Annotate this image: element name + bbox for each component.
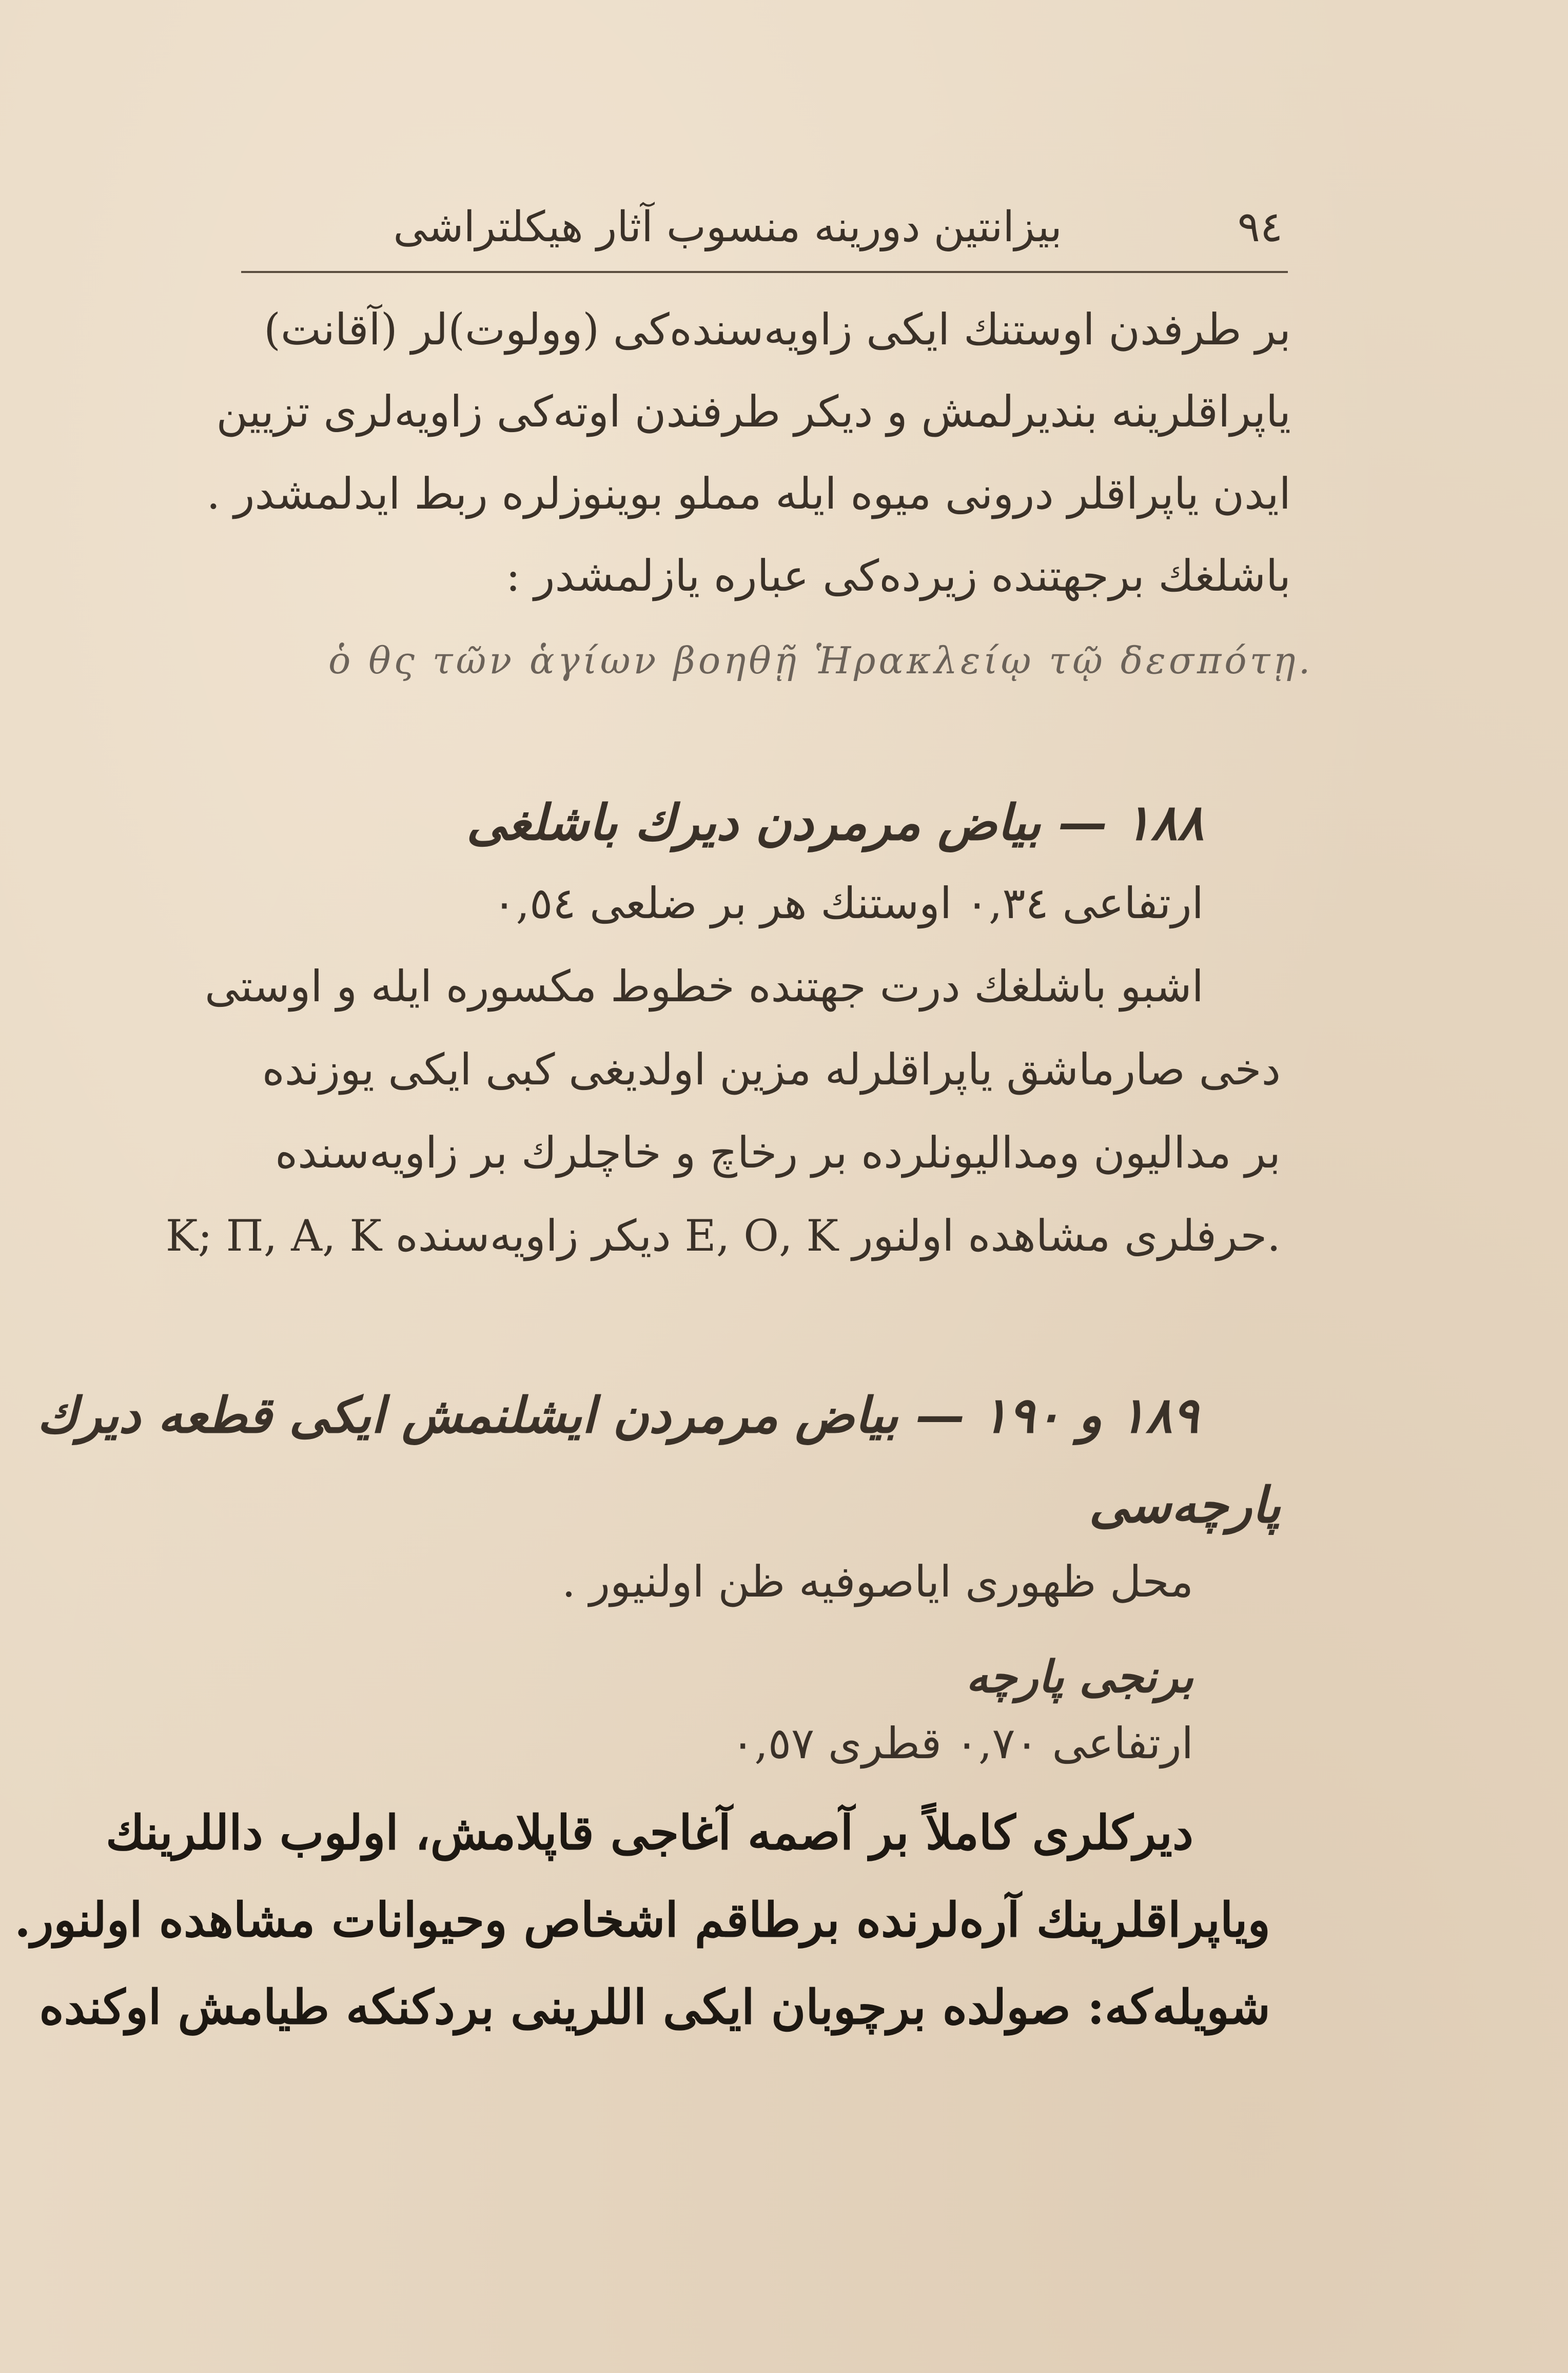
text-line: بر طرفدن اوستنك ایکی زاویه‌سنده‌کی (وولوت)لر (آقانت) — [264, 304, 1291, 355]
running-header — [241, 203, 1283, 264]
header-divider — [241, 271, 1288, 273]
text-line: بر مدالیون ومدالیونلرده بر رخاچ و خاچلرك بر زاویه‌سنده — [275, 1127, 1281, 1178]
greek-inscription: ὁ θς τῶν ἁγίων βοηθῇ Ἡρακλείῳ τῷ δεσπότῃ. — [328, 639, 1314, 682]
first-piece-dimensions: ارتفاعی ٠,٧٠ قطری ٠,٥٧ — [731, 1718, 1193, 1768]
provenance-line: محل ظهوری ایاصوفیه ظن اولنیور . — [562, 1557, 1193, 1607]
text-line: اشبو باشلغك درت جهتنده خطوط مکسوره ایله و اوستی — [204, 961, 1204, 1012]
header-title: بیزانتین دورینه منسوب آثار هیکلتراشی — [393, 203, 1062, 251]
entry-heading: ١٨٩ و ١٩٠ — بیاض مرمردن ایشلنمش ایکی قطعه دیرك — [37, 1386, 1199, 1444]
text-line: یاپراقلرینه بندیرلمش و دیکر طرفندن اوته‌کی زاویه‌لری تزیین — [216, 386, 1291, 437]
subheading-first-piece: برنجی پارچه — [966, 1651, 1193, 1703]
text-line: شویله‌که: صولده برچوبان ایکی اللرینی بردکنکه طیامش اوکنده — [39, 1979, 1270, 2035]
text-line: Κ; Π, Α, Κ دیکر زاویه‌سنده Ε, Ο, Κ حرفلری مشاهده اولنور. — [165, 1211, 1281, 1261]
entry-dimensions: ارتفاعی ٠,٣٤ اوستنك هر بر ضلعی ٠,٥٤ — [493, 878, 1204, 928]
text-line: ویاپراقلرینك آره‌لرنده برطاقم اشخاص وحیوانات مشاهده اولنور. — [14, 1892, 1270, 1948]
text-line: دخی صارماشق یاپراقلرله مزین اولدیغی کبی ایکی یوزنده — [262, 1044, 1281, 1095]
text-line: باشلغك برجهتنده زیرده‌کی عباره یازلمشدر : — [505, 551, 1291, 601]
text-line: ایدن یاپراقلر درونی میوه ایله مملو بوینوزلره ربط ایدلمشدر . — [206, 469, 1291, 519]
page-number: ٩٤ — [1237, 203, 1283, 251]
entry-heading: ١٨٨ — بیاض مرمردن دیرك باشلغی — [466, 793, 1204, 851]
text-line: دیرکلری کاملاً بر آصمه آغاجی قاپلامش، اولوب داللرینك — [106, 1805, 1193, 1860]
entry-heading-continued: پارچه‌سی — [1089, 1476, 1281, 1534]
